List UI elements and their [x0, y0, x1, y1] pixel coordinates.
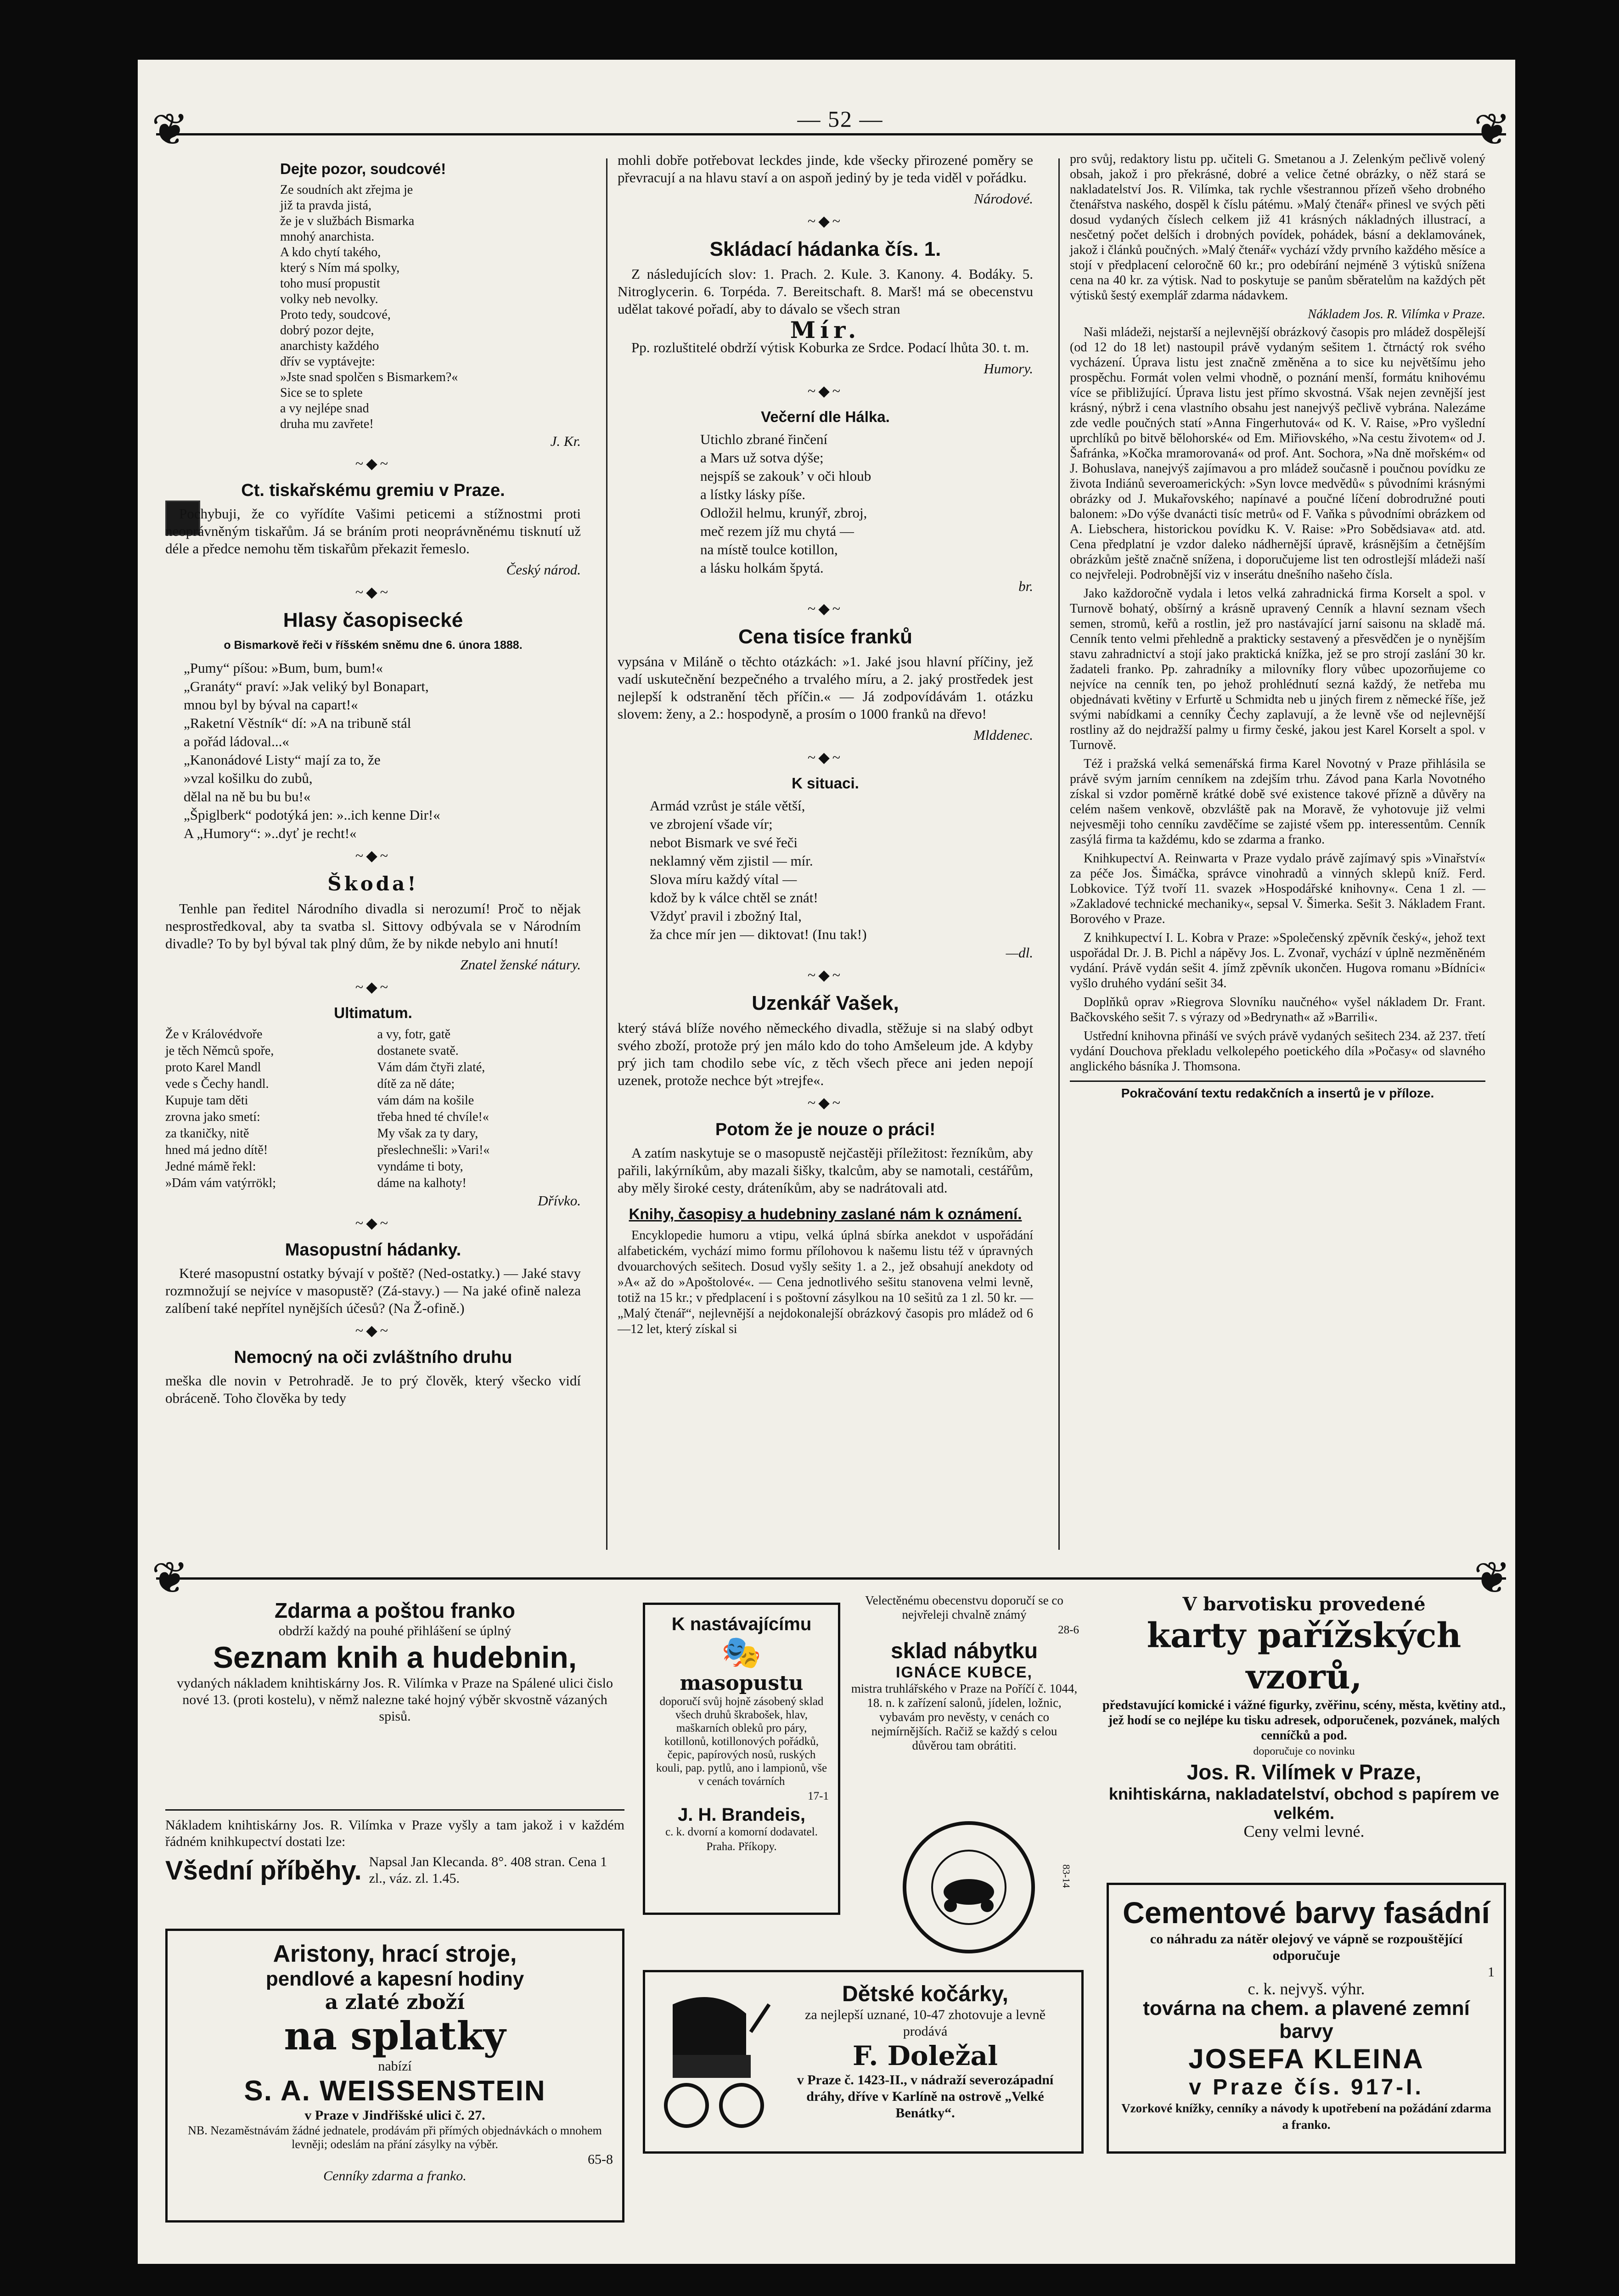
ad-text: doporučí svůj hojně zásobený sklad všech druhů škrabošek, hlav, maškarních obleků pro páry, kotillonů, kotillonových pořádků, čepic, papírových nosů, ruských kouli, pap. pytlů, ano i lampionů, vše v cenách továrních — [656, 1695, 827, 1788]
section-title: Uzenkář Vašek, — [752, 992, 899, 1014]
corner-ornament-icon: ❦ — [1473, 1553, 1511, 1603]
verse-line: dáme na kalhoty! — [377, 1176, 467, 1190]
ad-company: JOSEFA KLEINA — [1188, 2043, 1424, 2074]
advertisements — [156, 1589, 1506, 2232]
article-text: Též i pražská velká semenářská firma Karel Novotný v Praze přihlásila se právě svým jarním cenníkem na zdejším trhu. Závod pana Karla Novotného získal si vzdor poměrně krátké době své existence takové přízně a důvěry na celém našem venkově, obzvláště pak na Moravě, že vyhotovuje již velmi nejvesměji toho cenníku zavděčíme se zajisté všem pp. interessentům. Cenník zasýlá firma ta každému, kdo se zdarma a franko. — [1070, 757, 1485, 847]
verse-line: dobrý pozor dejte, — [280, 323, 374, 338]
article-text: Z knihkupectví I. L. Kobra v Praze: »Společenský zpěvník český«, jehož text uspořádal Dr. J. B. Pichl a nápěvy Jos. L. Zvonař, vychází v úplně nezměněném vydání. Právě vydán sešit 4. jímž zpěvník ukončen. Hugova romanu »Bídníci« vyšlo druhého vydání sešit 34. — [1070, 931, 1485, 990]
ad-heading: masopustu — [680, 1671, 804, 1695]
poem — [700, 431, 1033, 577]
verse-line: „Granáty“ praví: »Jak veliký byl Bonapart, — [184, 678, 429, 694]
ad-number: 83-14 — [1061, 1864, 1072, 1888]
article-text: meška dle novin v Petrohradě. Je to prý člověk, který všecko vidí obráceně. Toho člověka by tedy — [165, 1373, 581, 1406]
ad-text: v Praze čís. 917-I. — [1189, 2075, 1424, 2099]
ad-heading: K nastávajícímu — [671, 1614, 812, 1634]
ad-title: sklad nábytku — [890, 1639, 1038, 1663]
section-title: Dejte pozor, soudcové! — [280, 160, 446, 177]
ad-title: Všední příběhy. — [165, 1855, 362, 1885]
verse-line: již ta pravda jistá, — [280, 198, 372, 213]
verse-line: Vždyť pravil i zbožný Ital, — [650, 908, 802, 924]
verse-line: toho musí propustit — [280, 276, 380, 291]
ad-title: Cementové barvy fasádní — [1123, 1896, 1490, 1930]
ad-heading: pendlové a kapesní hodiny — [265, 1968, 524, 1990]
verse-line: dítě za ně dáte; — [377, 1077, 455, 1091]
ad-strollers — [643, 1970, 1084, 2154]
verse-line: „Špiglberk“ podotýká jen: »..ich kenne Dir!« — [184, 807, 440, 823]
section-title: Masopustní hádanky. — [285, 1240, 461, 1260]
verse-line: Armád vzrůst je stále větší, — [650, 798, 805, 814]
poem — [184, 659, 581, 842]
ad-text: Velectěnému obecenstvu doporučí se co nejvřeleji chvalně známý — [865, 1593, 1063, 1621]
divider-ornament-icon: ~◆~ — [355, 1215, 391, 1231]
corner-ornament-icon: ❦ — [152, 1553, 189, 1603]
ad-novel — [165, 1809, 624, 1887]
verse-line: meč rezem jíž mu chytá — — [700, 523, 854, 539]
article-text: Knihkupectví A. Reinwarta v Praze vydalo právě zajímavý spis »Vinařství« za péče Jos. Šimáčka, správce vinohradů a vinných sklepů kníž. Ferd. Lobkovice. Týž tvoří 11. svazek »Hospodářské knihovny«. Cena 1 zl. — »Zakladové technické mechaniky«, sepsal V. Šimerka. Sešit 3. Nákladem Frant. Borového v Praze. — [1070, 851, 1485, 926]
ad-playing-cards — [1097, 1593, 1511, 1840]
poem — [280, 183, 581, 432]
corner-ornament-icon: ❦ — [1473, 105, 1511, 154]
verse-line: je těch Němců spoře, — [165, 1044, 274, 1058]
verse-line: dělal na ně bu bu bu!« — [184, 788, 311, 805]
verse-line: Odložil helmu, krunýř, zbroj, — [700, 505, 867, 521]
verse-line: „Kanonádové Listy“ mají za to, že — [184, 752, 381, 768]
article-text: Ustřední knihovna přináší ve svých právě vydaných sešitech 234. až 237. třetí vydání Douchova překladu velkolepého poetického díla »Počasy« od slavného anglického básníka J. Thomsona. — [1070, 1029, 1485, 1074]
verse-line: Vám dám čtyři zlaté, — [377, 1060, 485, 1075]
verse-line: mnohý anarchista. — [280, 230, 375, 244]
article-text: A zatím naskytuje se o masopustě nejčastěji příležitost: řezníkům, aby pařili, lakýrníkům, aby mazali šišky, tkalcům, aby se namotali, cestářům, aby měly široké cesty, dráteníkům, aby se nadrátovali atd. — [618, 1145, 1033, 1196]
ad-title: karty pařížských vzorů, — [1147, 1616, 1462, 1697]
section-title: Ultimatum. — [334, 1004, 412, 1021]
verse-line: na místě toulce kotillon, — [700, 541, 838, 557]
ad-title: Seznam knih a hudebnin, — [213, 1640, 577, 1674]
ad-number: 65-8 — [588, 2152, 613, 2167]
ad-company: IGNÁCE KUBCE, — [895, 1664, 1033, 1681]
ad-title: na splatky — [284, 2013, 506, 2059]
factory-seal-icon — [900, 1818, 1038, 1956]
column-rule — [606, 158, 607, 1550]
verse-line: „Raketní Věstník“ dí: »A na tribuně stál — [184, 715, 411, 731]
section-title: Nemocný na oči zvláštního druhu — [234, 1348, 512, 1367]
column-rule — [1058, 158, 1060, 1550]
ad-text: v Praze č. 1423-II., v nádraží severozápadní dráhy, dříve v Karlíně na ostrově „Velké Benátky“. — [797, 2072, 1054, 2121]
verse-line: třeba hned té chvíle!« — [377, 1110, 489, 1124]
ad-heading: Dětské kočárky, — [842, 1982, 1008, 2006]
verse-line: a lásku holkám špytá. — [700, 560, 824, 576]
ad-heading: a zlaté zboží — [325, 1991, 465, 2014]
article-text: Pp. rozluštitelé obdrží výtisk Koburka ze Srdce. Podací lhůta 30. t. m. — [631, 339, 1029, 355]
divider-ornament-icon: ~◆~ — [807, 600, 843, 617]
ad-text: Ceny velmi levné. — [1243, 1822, 1365, 1840]
verse-line: nebot Bismark ve své řeči — [650, 834, 798, 850]
verse-line: mnou byl by býval na capart!« — [184, 697, 358, 713]
article-text: pro svůj, redaktory listu pp. učiteli G. Smetanou a J. Zelenkým pečlivě volený obsah, jakož i pro překrásné, dobré a velice četné obrázky, o něž stará se nakladatelství Jos. R. Vilímka, tak rychle všestrannou přízeň všeho drobného čtenářstva naského, dospěl k číslu pátému. »Malý čtenář« přinesl ve svých pěti dosud vydaných číslech celkem již 41 krásných nákladných illustrací, a nesčetný počet delších i drobných povídek, pohádek, básní a deklamovánek, jakož i článků poučných. »Malý čtenář« vychází vždy prvního každého měsíce a stojí v předplacení celoročně 60 kr.; pro odebírání nejméně 3 výtisků snížena cena na 40 kr. za výtisk. Nad to poskytuje se panům sběratelům na každých pět výtisků šestý exemplář zdarma nádavkem. — [1070, 152, 1485, 303]
article-text: Pochybuji, že co vyřídíte Vašimi peticemi a stížnostmi proti neoprávněným tiskařům. Já se bráním proti neoprávněnému tisknutí už déle a předce nemohu těm tiskařům překazit řemeslo. — [165, 506, 581, 557]
article-text: Doplňků oprav »Riegrova Slovníku naučného« vyšel nákladem Dr. Frant. Bačkovského sešit 7. s výrazy od »Bedrynath« až »Barrili«. — [1070, 995, 1485, 1024]
article-text: mohli dobře potřebovat leckdes jinde, kde všecky přirozené poměry se převracují a na hlavu staví a on aspoň jediný by je teda viděl v pořádku. — [618, 152, 1033, 186]
ad-text: co náhradu za nátěr olejový ve vápně se rozpouštějící odporučuje — [1150, 1931, 1463, 1963]
baby-carriage-icon — [654, 1986, 774, 2133]
poem — [650, 797, 1033, 943]
section-title: Škoda! — [327, 872, 419, 895]
verse-line: dřív se vyptávejte: — [280, 355, 375, 369]
verse-line: »Dám vám vatýrrökl; — [165, 1176, 276, 1190]
ad-text: Nákladem knihtiskárny Jos. R. Vilímka v Praze vyšly a tam jakož i v každém řádném knihkupectví dostati lze: — [165, 1818, 624, 1849]
verse-line: Kupuje tam děti — [165, 1093, 248, 1108]
signature: Znatel ženské nátury. — [460, 957, 581, 973]
ad-text: NB. Nezaměstnávám žádné jednatele, prodávám při přímých objednávkách o mnohem levněji; odeslám na přání zásylky na výběr. — [188, 2124, 602, 2151]
section-title: Knihy, časopisy a hudebniny zaslané nám k oznámení. — [629, 1205, 1022, 1222]
verse-line: hned má jedno dítě! — [165, 1143, 268, 1157]
signature: Národové. — [974, 191, 1033, 207]
section-title: Ct. tiskařskému gremiu v Praze. — [241, 481, 505, 500]
verse-line: a vy nejlépe snad — [280, 401, 369, 416]
ad-text: knihtiskárna, nakladatelství, obchod s papírem ve velkém. — [1108, 1784, 1500, 1823]
verse-line: a vy, fotr, gatě — [377, 1027, 451, 1041]
divider-ornament-icon: ~◆~ — [807, 213, 843, 229]
section-title: Večerní dle Hálka. — [761, 408, 890, 425]
column-2 — [618, 152, 1033, 1341]
divider-ornament-icon: ~◆~ — [355, 979, 391, 995]
verse-line: Že v Královédvoře — [165, 1027, 263, 1041]
ad-text: Praha. Příkopy. — [706, 1840, 777, 1853]
article-text: Které masopustní ostatky bývají v poště? (Ned-ostatky.) — Jaké stavy rozmnožují se nejvíce v masopustě? (Zá-stavy.) — Na jaké ofině naleza zalíbení také nepřítel nynějších účesů? (Na Ž-ofině.) — [165, 1265, 581, 1316]
verse-line: kdož by k válce chtěl se znát! — [650, 889, 818, 906]
ad-text: mistra truhlářského v Praze na Poříčí č. 1044, 18. n. k zařízení salonů, jídelen, ložnic, vybavám pro nevěsty, v cenách co nejmírnějších. Račiž se každý s celou důvěrou tam obrátiti. — [851, 1682, 1078, 1752]
ad-text: Cenníky zdarma a franko. — [323, 2168, 467, 2183]
ad-text: továrna na chem. a plavené zemní barvy — [1143, 1997, 1470, 2043]
signature: —dl. — [1006, 945, 1033, 961]
ad-brandeis — [643, 1603, 840, 1915]
divider-ornament-icon: ~◆~ — [807, 1094, 843, 1111]
verse-line: a pořád ládoval...« — [184, 733, 289, 749]
verse-line: že je v službách Bismarka — [280, 214, 415, 228]
section-title: Hlasy časopisecké — [283, 609, 463, 631]
article-text: Jako každoročně vydala i letos velká zahradnická firma Korselt a spol. v Turnově bohatý, obšírný a krásně upravený Cenník a hlavní seznam všech semen, stromů, keřů a rostlin, jež pro nastávající jarní saisonu na skladě má. Cenník tento velmi přehledně a prakticky sestavený a přesvědčen je o nynějším stavu zahradnictví a stojí jako praktická knížka, jež se pro strojí zaslání 30 kr. žadateli franko. Pp. zahradníky a milovníky flory vůbec upozorňujeme co nejvíce na cenník ten, po jehož prohlédnutí sezná každý, že netřeba mu objednávati květiny v Erfurtě u Schmidta neb u jiných firem z německé říše, jež svými nabídkami a cenníky Čechy zaplavují, a že levně vše od nejlevnější rostliny až do nejdražší palmy u firmy české, jakou jest Karel Korselt a spol. v Turnově. — [1070, 586, 1485, 752]
divider-ornament-icon: ~◆~ — [355, 584, 391, 600]
verse-line: Slova míru každý vítal — — [650, 871, 797, 887]
ad-book-catalog — [165, 1598, 624, 1725]
signature: Český národ. — [506, 562, 581, 578]
article-text: Encyklopedie humoru a vtipu, velká úplná sbírka anekdot v uspořádání alfabetickém, vychází mimo formu přílohovou k našemu listu též v úpravných dvouarchových sešitech. Dosud vyšly sešity 1. a 2., jež obsahují anekdoty od »A« až do »Apoštolové«. — Cena jednotlivého sešitu stanovena velmi levně, totiž na 15 kr.; v předplacení i s poštovní zásylkou na 10 sešitů za 1 zl. 50 kr. — „Malý čtenář“, nejlevnější a nejdokonalejší obrázkový časopis pro mládež od 6—12 let, který získal si — [618, 1228, 1033, 1336]
verse-line: zrovna jako smetí: — [165, 1110, 260, 1124]
poem-right — [377, 1027, 581, 1192]
verse-line: Utichlo zbrané řinčení — [700, 431, 828, 447]
ad-text: c. k. nejvyš. výhr. — [1248, 1980, 1365, 1998]
verse-line: vám dám na košile — [377, 1093, 474, 1108]
newspaper-page — [138, 60, 1515, 2264]
verse-line: ža chce mír jen — diktovat! (Inu tak!) — [650, 926, 867, 942]
ad-company: Jos. R. Vilímek v Praze, — [1186, 1760, 1422, 1784]
mask-figures-icon: 🎭 — [721, 1635, 762, 1671]
verse-line: který s Ním má spolky, — [280, 261, 400, 275]
article-text: Z následujících slov: 1. Prach. 2. Kule. 3. Kanony. 4. Bodáky. 5. Nitroglycerin. 6. Torpéda. 7. Bereitschaft. 8. Marš! má se obecenstvu udělat takové pořadí, aby to dávalo se všech stran — [618, 266, 1033, 317]
ad-text: c. k. dvorní a komorní dodavatel. — [665, 1826, 818, 1838]
continuation-note: Pokračování textu redakčních a insertů je v příloze. — [1070, 1080, 1485, 1101]
divider-ornament-icon: ~◆~ — [355, 455, 391, 472]
divider-ornament-icon: ~◆~ — [355, 847, 391, 864]
divider-ornament-icon: ~◆~ — [807, 967, 843, 983]
signature: Nákladem Jos. R. Vilímka v Praze. — [1308, 307, 1485, 321]
corner-ornament-icon: ❦ — [152, 105, 189, 154]
ad-text: vydaných nákladem knihtiskárny Jos. R. Vilímka v Praze na Spálené ulici čislo nové 13. (proti kostelu), v němž nalezne také hojný výběr skvostně vázaných spisů. — [177, 1676, 613, 1724]
article-text: vypsána v Miláně o těchto otázkách: »1. Jaké jsou hlavní příčiny, jež vadí uskutečnění bezpečného a trvalého míru, a 2. jaký prostředek jest nejlepší k odstranění těch příčin.« — Já zodpovídávám 1. otázku slovem: ženy, a 2.: hospodyně, a prosím o 1000 franků na dřevo! — [618, 653, 1033, 722]
ad-text: doporučuje co novinku — [1253, 1745, 1355, 1757]
verse-line: Jedné mámě řekl: — [165, 1159, 256, 1174]
verse-line: volky neb nevolky. — [280, 292, 378, 306]
verse-line: přeslechnešli: »Vari!« — [377, 1143, 490, 1157]
ad-text: obdrží každý na pouhé přihlášení se úplný — [278, 1623, 512, 1638]
ad-heading: Aristony, hrací stroje, — [273, 1941, 517, 1967]
section-title: Potom že je nouze o práci! — [715, 1120, 936, 1139]
poem-left — [165, 1027, 369, 1192]
verse-line: anarchisty každého — [280, 339, 379, 353]
verse-line: My však za ty dary, — [377, 1126, 478, 1141]
ad-text: nabízí — [378, 2059, 412, 2074]
signature: Dřívko. — [538, 1193, 581, 1209]
verse-line: nejspíš se zakouk’ v oči hloub — [700, 468, 871, 484]
ad-seal — [863, 1818, 1074, 1970]
article-text: Tenhle pan ředitel Národního divadla si nerozumí! Proč to nějak nesprostředkoval, aby ta svatba sl. Sittovy odbývala se v Národním divadle? To by byl býval tak plný dům, že by nikde nebylo ani hnutí! — [165, 900, 581, 951]
signature: br. — [1018, 578, 1033, 594]
ad-paints — [1107, 1883, 1506, 2154]
verse-line: vede s Čechy handl. — [165, 1077, 269, 1091]
verse-line: za tkaničky, nitě — [165, 1126, 249, 1141]
article-text: Naši mládeži, nejstarší a nejlevnější obrázkový časopis pro mládež dospělejší (od 12 do 18 let) nastoupil právě vydaným sešitem 1. čtrnáctý rok svého vycházení. Úprava listu jest značně změněna a to sice ku největšímu jeho prospěchu. Formát volen velmi vhodně, o poznání menší, formátu knihovému více se přibližující. Úprava listu jest přímo skvostná. Však nejen zevnější jest krásný, nýbrž i cena vlastního obsahu jest nanejvýš pečlivě vybrána. Nalezáme zde vedle poučných statí »Anna Fingerhutová« od K. V. Raise, »Pro vyšlední uprchlíků po bitvě bělohorské« od Em. Miřiovského, »Na cestu životem« od J. Šafránka, »Kočka mramorovaná« od prof. Ant. Sochora, »Na dně mořském« od J. Bohuslava, nanejvýš zajímavou a pro mládež současně i poučnou povídku ze života Indiánů severoamerických: »Syn lovce medvědů« s původními krásnými obrázky od J. Mukařovského; napínavé a poučné líčení dobrodružné pouti balonem: »Do výše dvanácti tisíc metrů« od F. Vaňka s původními obrázkem od A. Liebschera, historickou povídku K. V. Raise: »Pro Sobědsiava« atd. atd. Cena předplatní je vzdor daleko nádhernější úpravě, krásnějším a četnějším obrázkům ještě značně snížena, i doporučujeme list ten odrostlejší mládeži naší co nejvřeleji. Podrobnější viz v inserátu dnešního našeho čísla. — [1070, 325, 1485, 582]
verse-line: »vzal košilku do zubů, — [184, 770, 313, 786]
verse-line: dostanete svatě. — [377, 1044, 459, 1058]
ad-company: F. Doležal — [852, 2040, 998, 2071]
puzzle-word: Mír. — [790, 316, 861, 343]
verse-line: a Mars už sotva dýše; — [700, 450, 824, 466]
ad-number: 28-6 — [1058, 1624, 1079, 1636]
page-number: — 52 — — [797, 106, 883, 132]
ad-text: za nejlepší uznané, 10-47 zhotovuje a levně prodává — [805, 2007, 1046, 2039]
divider-ornament-icon: ~◆~ — [807, 749, 843, 765]
divider-ornament-icon: ~◆~ — [807, 383, 843, 399]
signature: Mlddenec. — [973, 727, 1033, 743]
signature: J. Kr. — [550, 433, 581, 449]
ad-company: J. H. Brandeis, — [678, 1805, 805, 1825]
verse-line: Proto tedy, soudcové, — [280, 308, 391, 322]
verse-line: »Jste snad spolčen s Bismarkem?« — [280, 370, 458, 384]
section-title: Skládací hádanka čís. 1. — [709, 238, 941, 260]
section-subtitle: o Bismarkově řeči v říšském sněmu dne 6. února 1888. — [224, 639, 523, 652]
divider-ornament-icon: ~◆~ — [355, 1322, 391, 1339]
ad-text: představující komické i vážné figurky, zvěřinu, scény, města, květiny atd., jež hodí se co nejlépe ku tisku adresek, odporučenek, pozvánek, malých cenníčků a pod. — [1102, 1698, 1506, 1743]
column-1 — [165, 152, 581, 1411]
verse-line: proto Karel Mandl — [165, 1060, 261, 1075]
ad-heading: Zdarma a poštou franko — [275, 1598, 515, 1622]
verse-line: Sice se to splete — [280, 386, 363, 400]
two-column-poem — [165, 1027, 581, 1192]
column-3 — [1070, 152, 1485, 1101]
verse-line: neklamný věm zjistil — mír. — [650, 853, 813, 869]
ad-text: Napsal Jan Klecanda. 8°. 408 stran. Cena 1 zl., váz. zl. 1.45. — [369, 1854, 607, 1886]
verse-line: druha mu zavřete! — [280, 417, 374, 431]
signature: Humory. — [984, 360, 1033, 377]
verse-line: Ze soudních akt zřejma je — [280, 183, 413, 197]
verse-line: A kdo chytí takého, — [280, 245, 381, 259]
section-title: K situaci. — [792, 775, 859, 792]
ad-number: 1 — [1488, 1964, 1495, 1980]
verse-line: ve zbrojení všade vír; — [650, 816, 773, 832]
ad-text: Vzorkové knížky, cenníky a návody k upotřebení na požádání zdarma a franko. — [1121, 2101, 1491, 2132]
article-text: který stává blíže nového německého divadla, stěžuje si na slabý odbyt svého zboží, protože prý jen málo kdo do toho Amšeleum jde. A kdyby prý jich tam chodilo sebe víc, z těch všech přece ani jeden nepojí uzenek, protože nechce být »trejfe«. — [618, 1020, 1033, 1088]
ad-company: S. A. WEISSENSTEIN — [244, 2075, 546, 2107]
ad-text: v Praze v Jindřišské ulici č. 27. — [304, 2108, 485, 2123]
verse-line: vyndáme ti boty, — [377, 1159, 463, 1174]
ad-heading: V barvotisku provedené — [1182, 1593, 1426, 1615]
verse-line: A „Humory“: »..dyť je recht!« — [184, 825, 357, 841]
ad-number: 17-1 — [808, 1790, 829, 1802]
ad-furniture — [849, 1593, 1079, 1753]
verse-line: „Pumy“ píšou: »Bum, bum, bum!« — [184, 660, 383, 676]
ad-weissenstein — [165, 1929, 624, 2223]
section-title: Cena tisíce franků — [738, 625, 913, 648]
verse-line: a lístky lásky píše. — [700, 486, 806, 502]
